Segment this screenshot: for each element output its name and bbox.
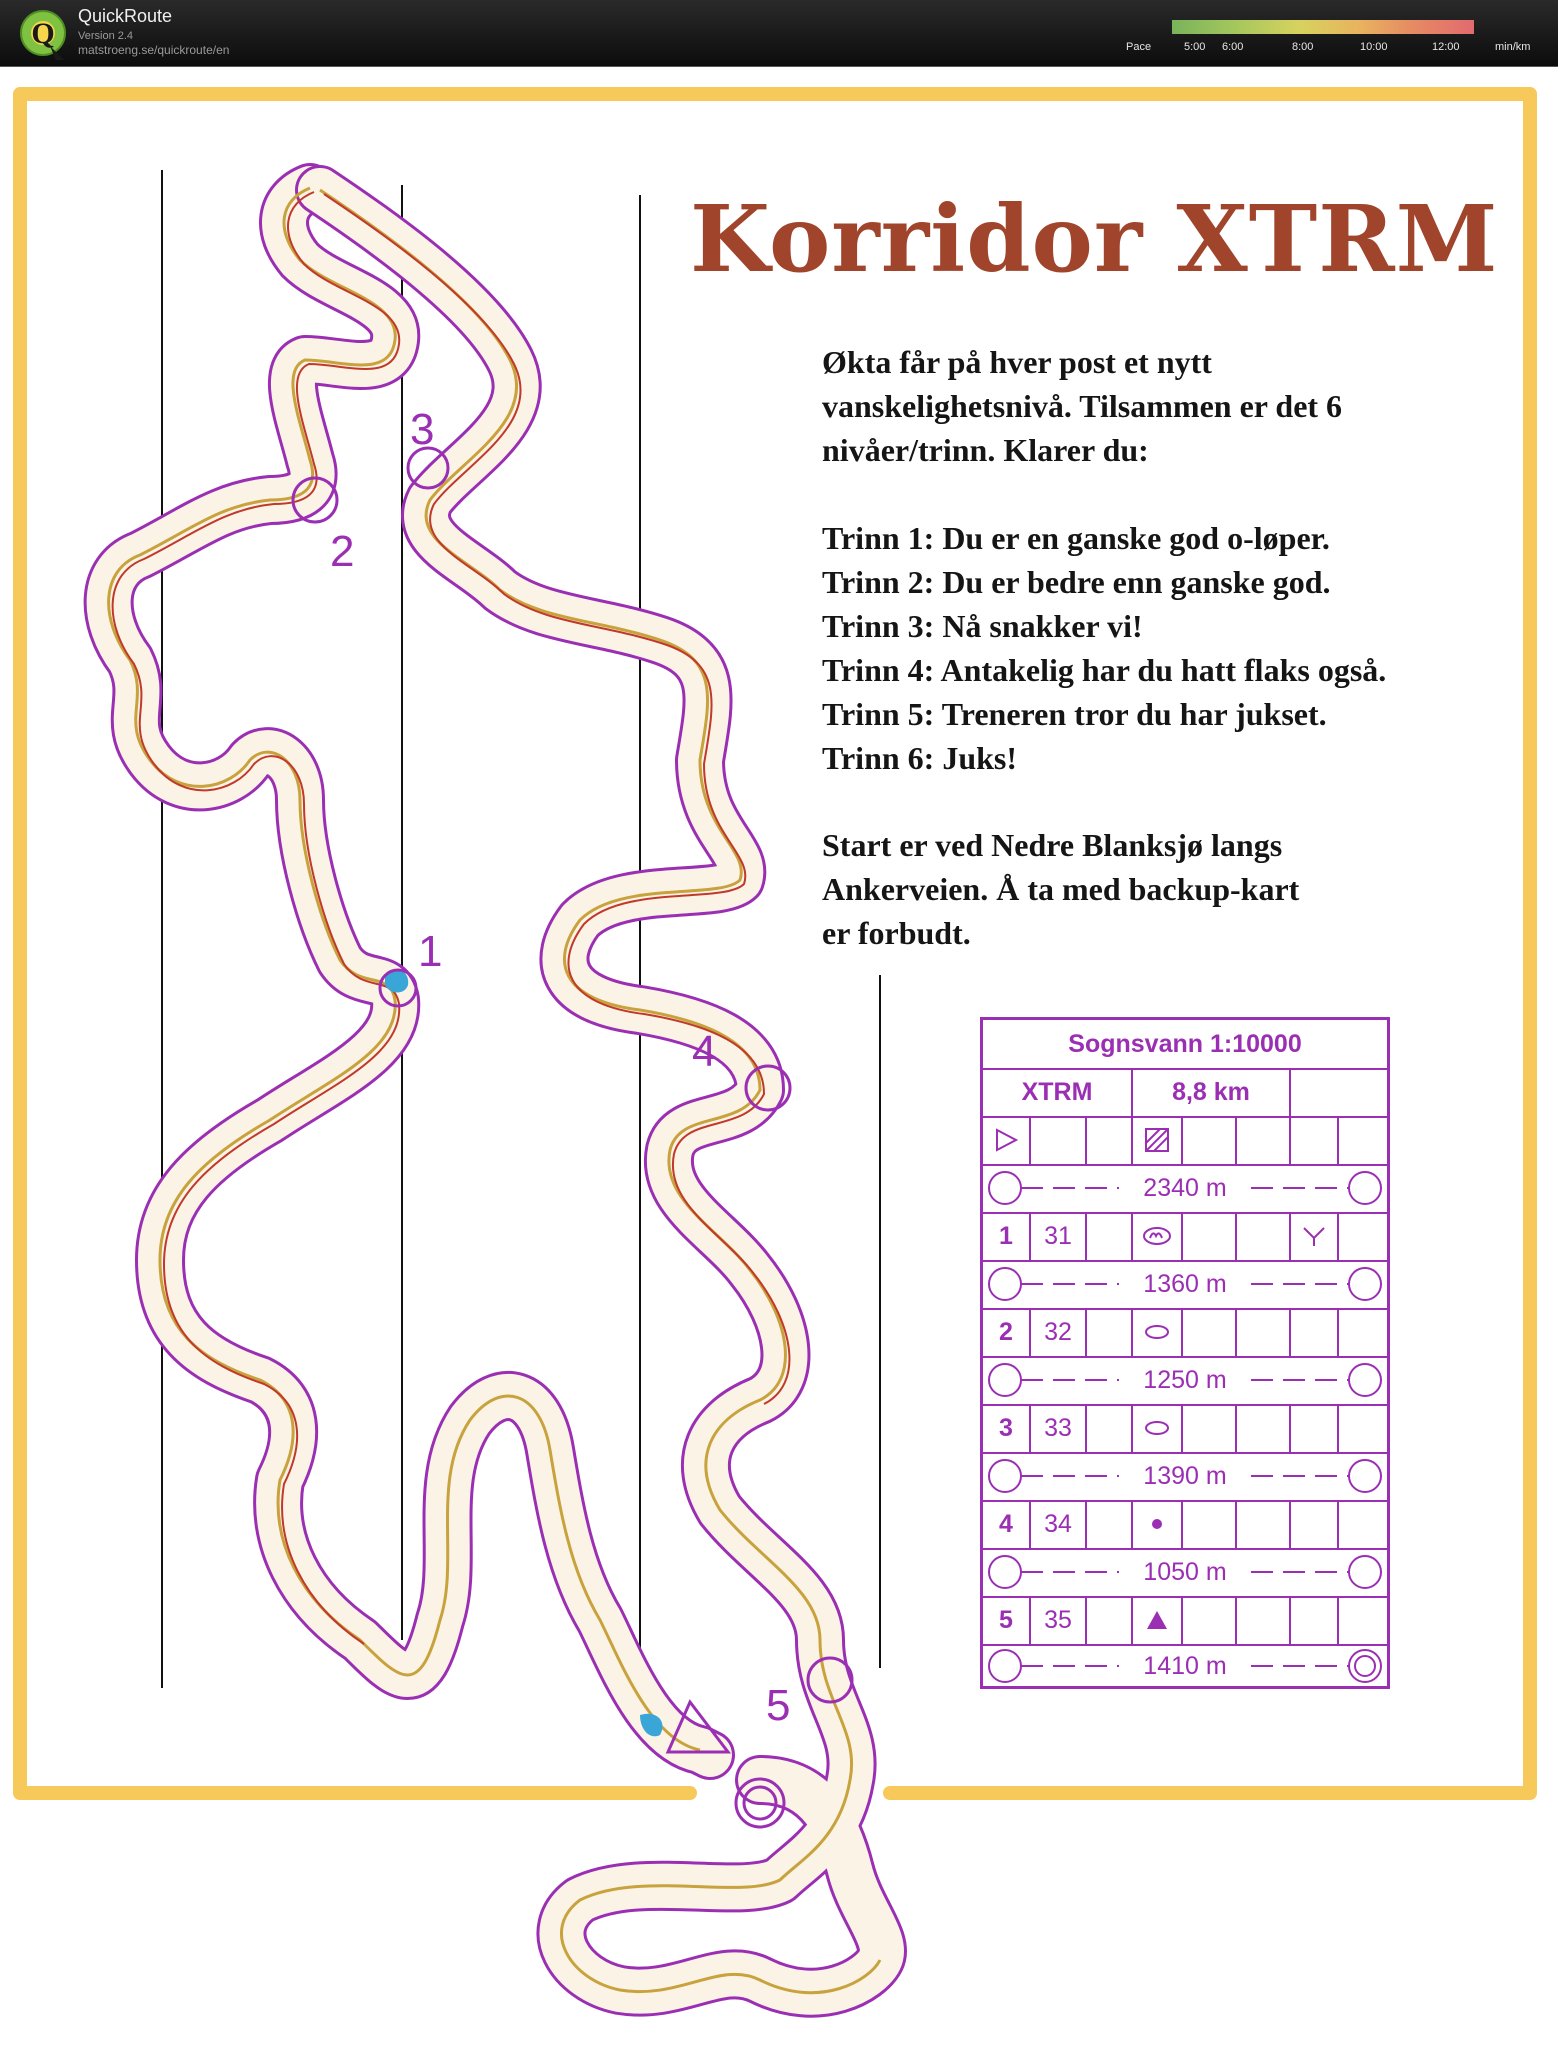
desc-header-row bbox=[983, 1020, 1387, 1070]
svg-text:Q: Q bbox=[31, 17, 55, 50]
leg-distance: 1390 m bbox=[1143, 1461, 1227, 1490]
pace-tick: 12:00 bbox=[1432, 41, 1460, 53]
depression-icon bbox=[1133, 1404, 1183, 1452]
control-number-label: 3 bbox=[410, 405, 435, 454]
start-note-line: er forbudt. bbox=[822, 915, 971, 951]
app-url[interactable]: matstroeng.se/quickroute/en bbox=[78, 43, 230, 57]
start-note-line: Ankerveien. Å ta med backup-kart bbox=[822, 871, 1300, 907]
pace-tick: 10:00 bbox=[1360, 41, 1388, 53]
desc-leg-row bbox=[983, 1548, 1387, 1598]
pace-tick: 5:00 bbox=[1184, 41, 1206, 53]
control-code: 31 bbox=[1031, 1212, 1087, 1260]
control-number: 1 bbox=[983, 1212, 1031, 1260]
poster-title: Korridor XTRM bbox=[690, 185, 1499, 293]
control-number: 3 bbox=[983, 1404, 1031, 1452]
level-line: Trinn 3: Nå snakker vi! bbox=[822, 608, 1143, 644]
level-line: Trinn 1: Du er en ganske god o-løper. bbox=[822, 520, 1330, 556]
pace-unit: min/km bbox=[1495, 41, 1531, 53]
knoll-icon bbox=[1133, 1212, 1183, 1260]
gps-track-line bbox=[113, 192, 400, 1644]
control-code: 35 bbox=[1031, 1596, 1087, 1644]
desc-control-row bbox=[983, 1596, 1387, 1646]
corner-symbol-icon bbox=[1291, 1212, 1339, 1260]
dot-icon bbox=[1133, 1500, 1183, 1548]
intro-text bbox=[822, 340, 1472, 780]
control-number: 5 bbox=[983, 1596, 1031, 1644]
gps-route-line-east bbox=[320, 190, 880, 1993]
leg-distance: 1360 m bbox=[1143, 1269, 1227, 1298]
hatched-area-icon bbox=[1133, 1116, 1183, 1164]
leg-distance: 2340 m bbox=[1143, 1173, 1227, 1202]
pace-label: Pace bbox=[1126, 41, 1152, 53]
desc-map-name: Sognsvann 1:10000 bbox=[1068, 1029, 1302, 1058]
leg-distance: 1050 m bbox=[1143, 1557, 1227, 1586]
level-line: Trinn 5: Treneren tror du har jukset. bbox=[822, 696, 1327, 732]
start-triangle-icon bbox=[983, 1116, 1031, 1164]
leg-distance: 1250 m bbox=[1143, 1365, 1227, 1394]
desc-leg-row bbox=[983, 1164, 1387, 1214]
control-number-label: 4 bbox=[692, 1027, 717, 1076]
start-note-line: Start er ved Nedre Blanksjø langs bbox=[822, 827, 1283, 863]
desc-control-row bbox=[983, 1212, 1387, 1262]
corridor-outline-east bbox=[320, 190, 882, 1993]
control-number: 2 bbox=[983, 1308, 1031, 1356]
control-code: 33 bbox=[1031, 1404, 1087, 1452]
desc-control-row bbox=[983, 1404, 1387, 1454]
desc-finish-row bbox=[983, 1644, 1387, 1689]
control-number-label: 1 bbox=[418, 927, 443, 976]
depression-icon bbox=[1133, 1308, 1183, 1356]
desc-course-name: XTRM bbox=[983, 1068, 1133, 1116]
pace-tick: 6:00 bbox=[1222, 41, 1244, 53]
intro-line: nivåer/trinn. Klarer du: bbox=[822, 432, 1149, 468]
level-line: Trinn 2: Du er bedre enn ganske god. bbox=[822, 564, 1331, 600]
desc-course-length: 8,8 km bbox=[1133, 1068, 1291, 1116]
triangle-icon bbox=[1133, 1596, 1183, 1644]
control-number: 4 bbox=[983, 1500, 1031, 1548]
start-note bbox=[822, 823, 1472, 955]
intro-line: vanskelighetsnivå. Tilsammen er det 6 bbox=[822, 388, 1343, 424]
control-number-label: 2 bbox=[330, 527, 355, 576]
level-line: Trinn 4: Antakelig har du hatt flaks også. bbox=[822, 652, 1387, 688]
desc-leg-row bbox=[983, 1260, 1387, 1310]
desc-leg-row bbox=[983, 1356, 1387, 1406]
desc-course-row bbox=[983, 1068, 1387, 1118]
app-version: Version 2.4 bbox=[78, 30, 134, 42]
control-number-label: 5 bbox=[766, 1681, 791, 1730]
intro-line: Økta får på hver post et nytt bbox=[822, 344, 1212, 380]
control-code: 32 bbox=[1031, 1308, 1087, 1356]
control-description-sheet bbox=[980, 1017, 1390, 1689]
level-line: Trinn 6: Juks! bbox=[822, 740, 1018, 776]
pace-tick: 8:00 bbox=[1292, 41, 1314, 53]
desc-leg-row bbox=[983, 1452, 1387, 1502]
desc-control-row bbox=[983, 1308, 1387, 1358]
leg-distance: 1410 m bbox=[1143, 1652, 1227, 1680]
desc-control-row bbox=[983, 1500, 1387, 1550]
app-title: QuickRoute bbox=[78, 6, 173, 26]
desc-start-row bbox=[983, 1116, 1387, 1166]
control-code: 34 bbox=[1031, 1500, 1087, 1548]
